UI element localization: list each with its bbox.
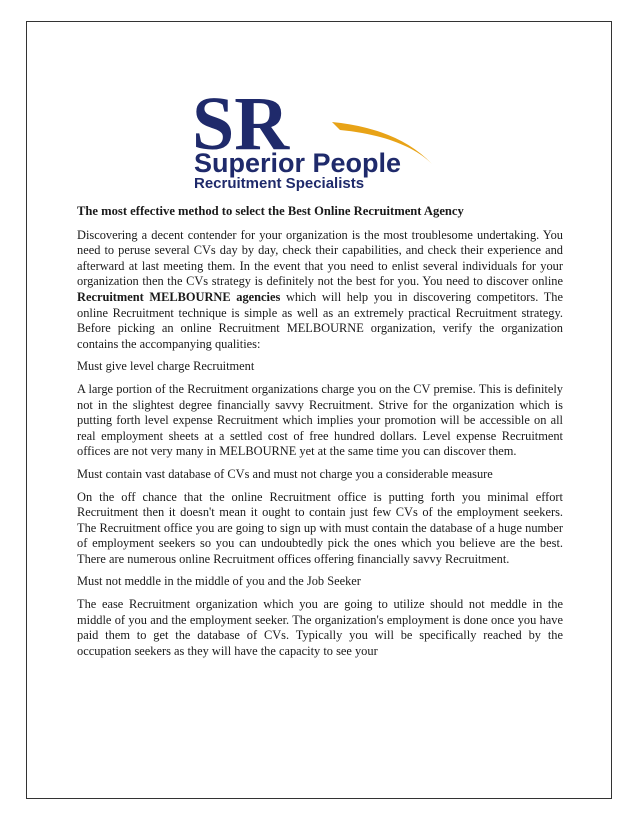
section-heading-level-charge: Must give level charge Recruitment bbox=[77, 359, 255, 374]
section-heading-meddle: Must not meddle in the middle of you and the Job Seeker bbox=[77, 574, 361, 589]
logo-name: Superior People bbox=[194, 148, 402, 178]
logo-tagline: Recruitment Specialists bbox=[194, 175, 365, 192]
section-body-database: On the off chance that the online Recruitment office is putting forth you minimal effort Recruitment then it doesn't mean it ought to contain just few CVs of the employment seekers. The Recruitment office you are going to sign up with must contain the database of a huge number of employment seekers so you can undoubtedly pick the ones which you believe are the best. There are numerous online Recruitment offices offering financially savvy Recruitment. bbox=[77, 489, 563, 566]
recruitment-melbourne-link[interactable]: Recruitment MELBOURNE agencies bbox=[77, 289, 281, 304]
section-body-meddle: The ease Recruitment organization which you are going to utilize should not meddle in the middle of you and the employment seeker. The organization's employment is done once you have paid them to get the database of CVs. Typically you will be specifically reached by the occupation seekers as they will have the capacity to see your bbox=[77, 597, 563, 658]
section-body-level-charge: A large portion of the Recruitment organizations charge you on the CV premise. This is definitely not in the slightest degree financially savvy Recruitment. Strive for the organization which is putting forth level expense Recruitment which implies your promotion will be accessible on all real employment sheets at a settled cost of free hundred dollars. Level expense Recruitment offices are not very many in MELBOURNE yet at the same time you can discover them. bbox=[77, 381, 563, 459]
logo-monogram: SR bbox=[192, 86, 290, 166]
section-heading-database: Must contain vast database of CVs and must not charge you a considerable measure bbox=[77, 466, 493, 481]
superior-people-logo bbox=[182, 86, 450, 192]
article-title: The most effective method to select the Best Online Recruitment Agency bbox=[77, 204, 464, 218]
intro-text-after: which will help you in discovering competitors. The online Recruitment technique is simple as well as an extremely practical Recruitment strategy. Before picking an online Recruitment MELBOURNE organization, verify the organization contains the accompanying qualities: bbox=[77, 289, 563, 351]
logo-graphic bbox=[182, 86, 450, 192]
intro-paragraph bbox=[77, 228, 563, 353]
intro-text-before: Discovering a decent contender for your organization is the most troublesome undertaking. You need to peruse several CVs day by day, check their capabilities, and check their experience and afterward at last meeting them. In the event that you need to enlist several individuals for your organization then the CVs strategy is definitely not the best for you. You need to discover online bbox=[77, 227, 563, 289]
article-body bbox=[77, 204, 563, 666]
